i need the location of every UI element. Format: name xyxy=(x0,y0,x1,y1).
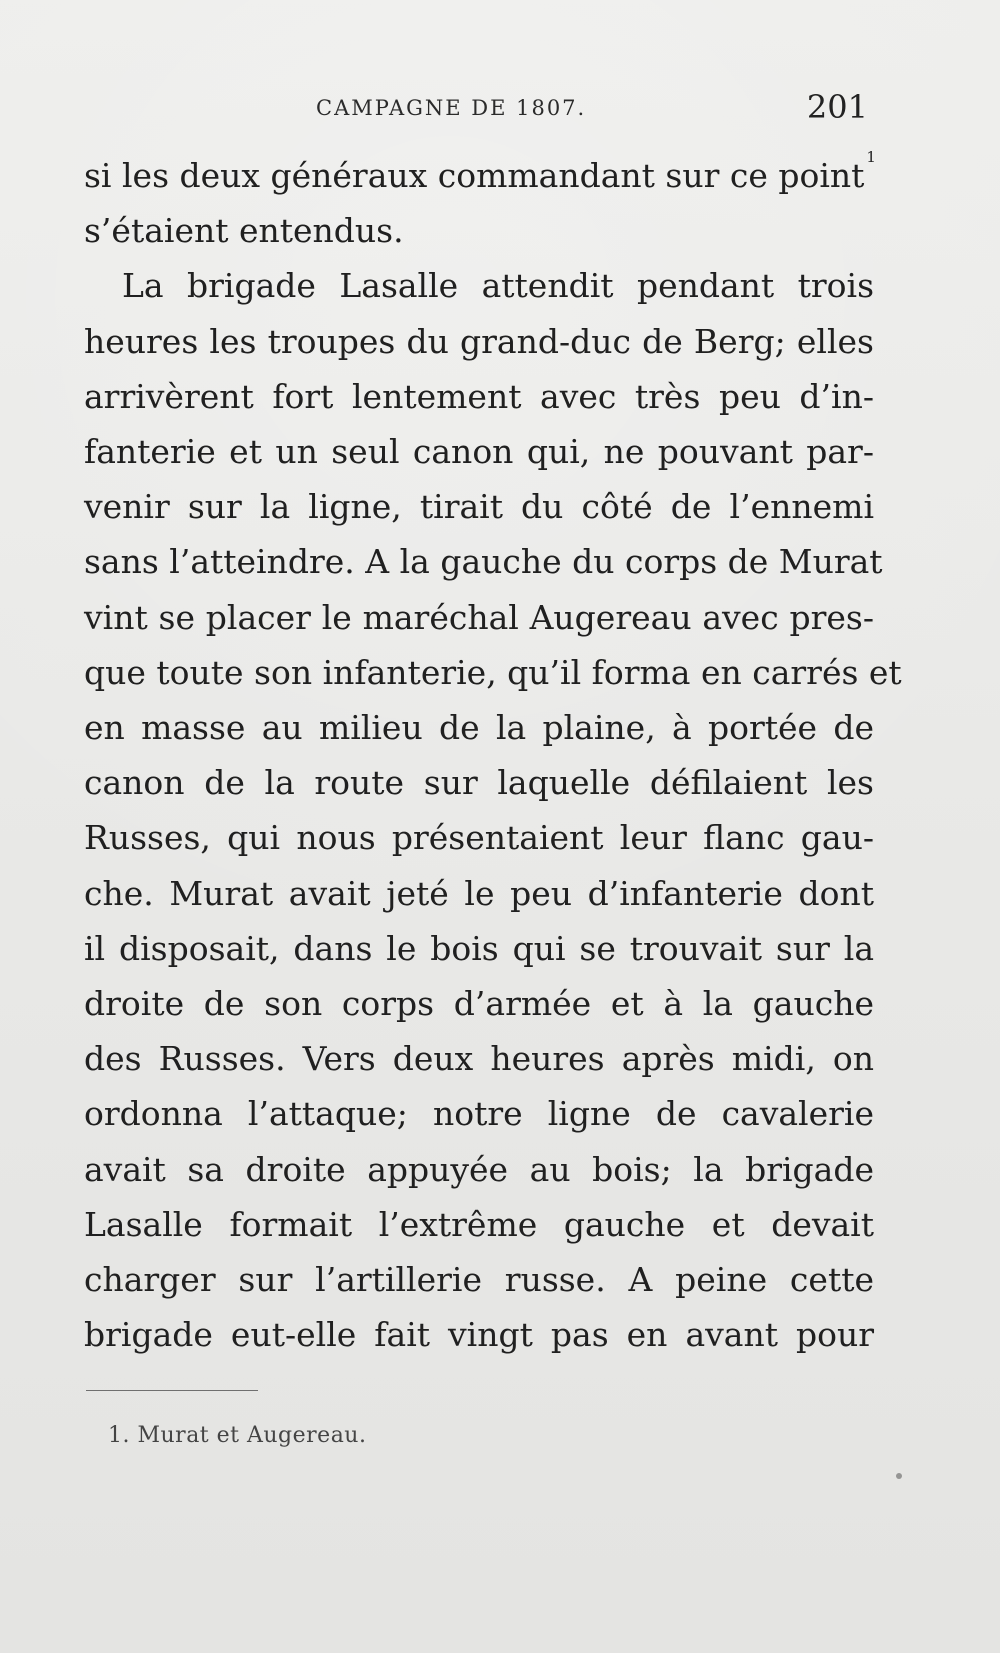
footnote: 1. Murat et Augereau. xyxy=(108,1423,367,1448)
text-line-21: charger sur l’artillerie russe. A peine cette xyxy=(84,1260,874,1300)
text-line-16: droite de son corps d’armée et à la gauche xyxy=(84,984,874,1024)
text-line-5: arrivèrent fort lentement avec très peu d’in- xyxy=(84,376,874,416)
page-header xyxy=(84,88,874,132)
main-text xyxy=(84,148,902,1362)
text-line-18: ordonna l’attaque; notre ligne de cavalerie xyxy=(84,1094,874,1134)
text-line-9: vint se placer le maréchal Augereau avec pres- xyxy=(84,597,874,637)
text-line-2: s’étaient entendus. xyxy=(84,211,404,251)
text-line-7: venir sur la ligne, tirait du côté de l’ennemi xyxy=(84,487,874,527)
footnote-marker: 1 xyxy=(866,148,876,166)
text-line-10: que toute son infanterie, qu’il forma en carrés et xyxy=(84,652,902,692)
text-line-13: Russes, qui nous présentaient leur flanc gau- xyxy=(84,818,874,858)
text-line-14: che. Murat avait jeté le peu d’infanterie dont xyxy=(84,873,874,913)
text-line-12: canon de la route sur laquelle défilaient les xyxy=(84,763,874,803)
text-line-15: il disposait, dans le bois qui se trouvait sur la xyxy=(84,928,874,968)
text-line-8: sans l’atteindre. A la gauche du corps de Murat xyxy=(84,542,883,582)
text-line-4: heures les troupes du grand-duc de Berg; elles xyxy=(84,321,874,361)
text-line-17: des Russes. Vers deux heures après midi, on xyxy=(84,1039,874,1079)
text-line-1 xyxy=(84,148,874,203)
text-line-1-content: si les deux généraux commandant sur ce point xyxy=(84,156,865,195)
text-line-3: La brigade Lasalle attendit pendant trois xyxy=(122,266,874,306)
text-line-6: fanterie et un seul canon qui, ne pouvant par- xyxy=(84,432,874,472)
page-number: 201 xyxy=(806,88,868,126)
running-head: CAMPAGNE DE 1807. xyxy=(316,96,587,120)
text-line-19: avait sa droite appuyée au bois; la brigade xyxy=(84,1149,874,1189)
text-line-20: Lasalle formait l’extrême gauche et devait xyxy=(84,1204,874,1244)
footnote-divider xyxy=(86,1390,258,1391)
paper-speck xyxy=(896,1473,902,1479)
text-line-22: brigade eut-elle fait vingt pas en avant pour xyxy=(84,1315,874,1355)
text-line-11: en masse au milieu de la plaine, à portée de xyxy=(84,708,874,748)
